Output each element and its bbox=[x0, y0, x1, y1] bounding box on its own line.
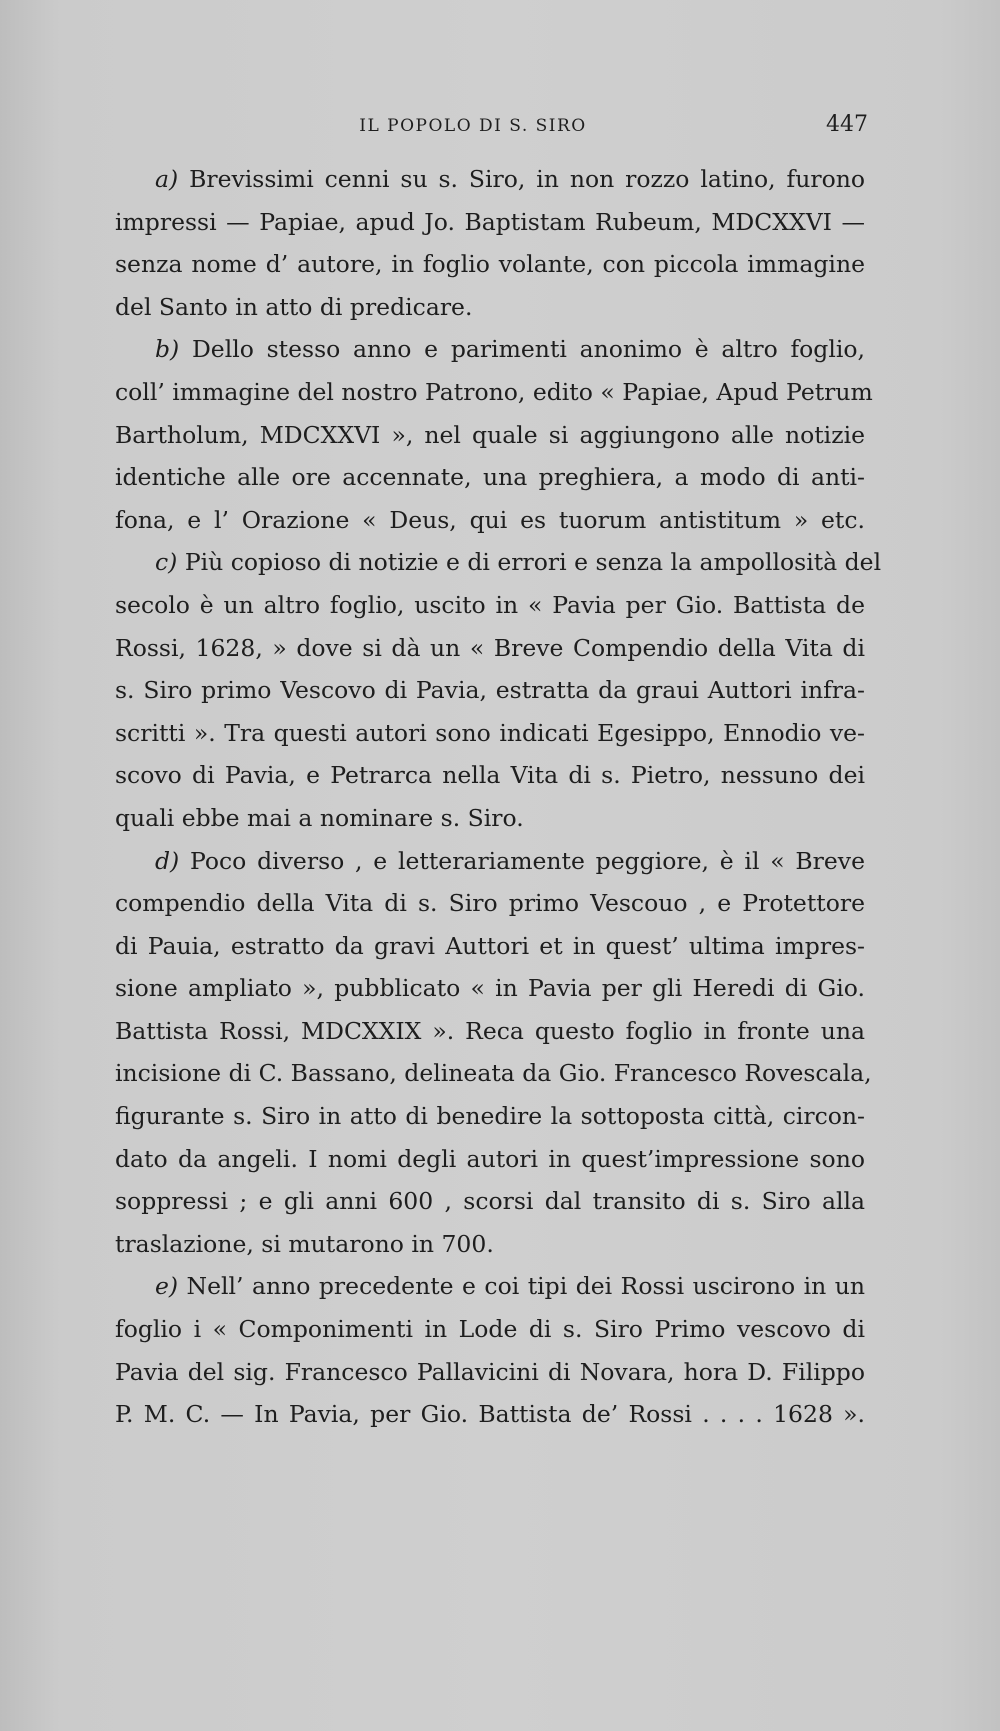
paragraph bbox=[75, 541, 882, 839]
page-body bbox=[75, 158, 882, 1436]
paragraph-label: d) bbox=[155, 846, 180, 875]
text-line: foglio i « Componimenti in Lode di s. Siro Primo vescovo di bbox=[115, 1315, 865, 1344]
text-line: coll’ immagine del nostro Patrono, edito « Papiae, Apud Petrum bbox=[115, 377, 873, 406]
line-text: Dello stesso anno e parimenti anonimo è altro foglio, bbox=[179, 335, 865, 364]
text-line: del Santo in atto di predicare. bbox=[115, 292, 473, 321]
text-line bbox=[75, 158, 865, 201]
text-line bbox=[75, 840, 865, 883]
text-line: scovo di Pavia, e Petrarca nella Vita di s. Pietro, nessuno dei bbox=[115, 761, 865, 790]
page-number: 447 bbox=[826, 112, 868, 137]
text-line: scritti ». Tra questi autori sono indicati Egesippo, Ennodio ve- bbox=[115, 718, 865, 747]
text-line: incisione di C. Bassano, delineata da Gio. Francesco Rovescala, bbox=[115, 1059, 872, 1088]
text-line: identiche alle ore accennate, una preghiera, a modo di anti- bbox=[115, 463, 865, 492]
page-header bbox=[78, 112, 868, 142]
paragraph bbox=[75, 1265, 865, 1435]
text-line: Rossi, 1628, » dove si dà un « Breve Compendio della Vita di bbox=[115, 633, 865, 662]
text-line: dato da angeli. I nomi degli autori in quest’impressione sono bbox=[115, 1144, 865, 1173]
text-line bbox=[75, 328, 865, 371]
line-text: Poco diverso , e letterariamente peggiore, è il « Breve bbox=[179, 846, 865, 875]
text-line: secolo è un altro foglio, uscito in « Pavia per Gio. Battista de bbox=[115, 590, 865, 619]
paragraph-label: c) bbox=[155, 548, 178, 577]
text-line: sione ampliato », pubblicato « in Pavia per gli Heredi di Gio. bbox=[115, 974, 865, 1003]
paragraph-label: a) bbox=[155, 165, 179, 193]
text-line: s. Siro primo Vescovo di Pavia, estratta da graui Auttori infra- bbox=[115, 676, 865, 705]
text-line: senza nome d’ autore, in foglio volante, con piccola immagine bbox=[115, 250, 865, 279]
line-text: Nell’ anno precedente e coi tipi dei Rossi uscirono in un bbox=[178, 1272, 865, 1301]
line-text: Più copioso di notizie e di errori e senza la ampollosità del bbox=[177, 548, 882, 577]
text-line bbox=[75, 1265, 865, 1308]
text-line: figurante s. Siro in atto di benedire la sottoposta città, circon- bbox=[115, 1102, 865, 1131]
text-line: fona, e l’ Orazione « Deus, qui es tuorum antistitum » etc. bbox=[115, 505, 865, 534]
text-line bbox=[75, 541, 882, 584]
text-line: P. M. C. — In Pavia, per Gio. Battista de’ Rossi . . . . 1628 ». bbox=[115, 1400, 865, 1429]
text-line: Pavia del sig. Francesco Pallavicini di Novara, hora D. Filippo bbox=[115, 1357, 865, 1386]
paragraph-label: b) bbox=[155, 335, 180, 364]
text-line: Battista Rossi, MDCXXIX ». Reca questo foglio in fronte una bbox=[115, 1016, 865, 1045]
text-line: Bartholum, MDCXXVI », nel quale si aggiungono alle notizie bbox=[115, 420, 865, 449]
text-line: impressi — Papiae, apud Jo. Baptistam Rubeum, MDCXXVI — bbox=[115, 207, 865, 236]
paragraph bbox=[75, 328, 873, 541]
running-title: IL POPOLO DI S. SIRO bbox=[359, 116, 587, 136]
paragraph-label: e) bbox=[155, 1272, 179, 1301]
line-text: Brevissimi cenni su s. Siro, in non rozzo latino, furono bbox=[178, 165, 865, 193]
text-line: quali ebbe mai a nominare s. Siro. bbox=[115, 803, 524, 832]
paragraph bbox=[75, 840, 872, 1266]
text-line: compendio della Vita di s. Siro primo Vescouo , e Protettore bbox=[115, 889, 865, 918]
text-line: traslazione, si mutarono in 700. bbox=[115, 1229, 494, 1258]
text-line: di Pauia, estratto da gravi Auttori et in quest’ ultima impres- bbox=[115, 931, 865, 960]
text-line: soppressi ; e gli anni 600 , scorsi dal transito di s. Siro alla bbox=[115, 1187, 865, 1216]
paragraph bbox=[75, 158, 865, 328]
